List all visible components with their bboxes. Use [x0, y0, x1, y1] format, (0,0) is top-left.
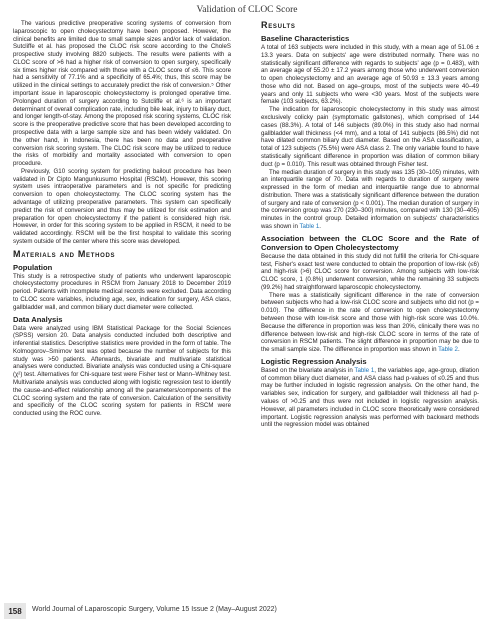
baseline-text-end: . — [319, 222, 322, 230]
baseline-heading: Baseline Characteristics — [261, 34, 350, 43]
population-paragraph: This study is a retrospective study of patients who underwent laparoscopic cholecystectomy procedures in RSCM from January 2018 to December 2019 period. Patients with incomplete medical records were excluded. Data according to CLOC score variables, including age, sex, indication for surgery, ASA class, gallbladder wall, and common biliary duct diameter were collected. — [13, 272, 231, 311]
intro-paragraph-2: Previously, G10 scoring system for predicting bailout procedure has been validated in Dr Cipto Mangunkusumo Hospital (RSCM). However, this scoring system uses intraoperative parameters and is not specific for predicting conversion to open cholecystectomy. The CLOC scoring system has the advantage of utilizing preoperative parameters. This system can specifically predict the risk of conversion and thus may be utilized for risk estimation and preparation for open cholecystectomy if the patient is considered high risk. However, in order for this scoring system to be applied in RSCM, it need to be validated accordingly. RSCM will be the first hospital to validate this scoring system outside of the center where this score was developed. — [13, 167, 231, 245]
logistic-heading: Logistic Regression Analysis — [261, 356, 367, 366]
right-column — [261, 20, 479, 429]
data-analysis-paragraph: Data were analyzed using IBM Statistical Package for the Social Sciences (SPSS) version 20. Data analysis conducted included both descriptive and inferential statistics. Descriptive statistics were provided in the form of table. The Kolmogorov–Smirnov test was opted because the number of subjects for this study was >50 patients. Afterwards, bivariate and multivariate statistical analyses were conducted. Bivariate analysis was conducted using a Chi-square (χ²) test. Alternatives for Chi-square test were Fisher test or Mann–Whitney test. Multivariate analysis was conducted along with logistic regression test to identify the cause-and-effect relationship among all the parameters/components of the CLOC scoring system and the rate of conversion. Calculation of the sensitivity and specificity of the CLOC scoring system for patients in RSCM were conducted using the ROC curve. — [13, 324, 231, 418]
association-paragraph-1: Because the data obtained in this study did not fulfill the criteria for Chi-square test, Fisher's exact test were conducted to obtain the proportion of low-risk (≤6) and high-risk (>6) CLOC score for conversion. Among subjects with low-risk CLOC score, 1 (0.8%) underwent conversion, while the remaining 33 subjects (99.2%) had straightforward laparoscopic cholecystectomy. — [261, 252, 479, 291]
data-analysis-heading: Data Analysis — [13, 314, 63, 324]
journal-citation: World Journal of Laparoscopic Surgery, Volume 15 Issue 2 (May–August 2022) — [32, 606, 277, 613]
table-2-link[interactable]: Table 2 — [438, 346, 458, 354]
page-number: 158 — [4, 603, 26, 619]
logistic-paragraph — [261, 367, 479, 429]
logistic-text-b: , the variables age, age-group, dilation of common biliary duct diameter, and ASA class had p-values of ≤0.25 and thus may be further included in logistic regression analysis. On the other hand, the variables sex, indication for surgery, and gallbladder wall thickness all had p-values of >0.25 and thus were not included in logistic regression analysis. However, all parameters included in CLOC score theoretically were considered important. Logistic regression analysis was performed with backward methods until the regression model was obtained — [261, 366, 479, 429]
population-heading: Population — [13, 262, 53, 272]
association-heading: Association between the CLOC Score and the Rate of Conversion to Open Cholecystectomy — [261, 233, 479, 252]
table-1-link-2[interactable]: Table 1 — [354, 366, 375, 374]
baseline-text: The median duration of surgery in this study was 135 (30–105) minutes, with an interquartile range of 70. Data with regards to duration of surgery were expressed in the form of median and interquartile range due to abnormal distribution. There was a statistically significant difference between the duration of surgery and rate of conversion (p < 0.001). The median duration of surgery in the conversion group was 270 (230–300) minutes, compared with 130 (30–405) minutes in the control group. Detailed information on subjects' characteristics was shown in — [261, 168, 479, 230]
left-column — [13, 20, 231, 418]
methods-heading: Materials and Methods — [13, 248, 116, 259]
association-paragraph-2 — [261, 292, 479, 354]
running-head: Validation of CLOC Score — [196, 5, 298, 15]
baseline-paragraph-2: The indication for laparoscopic cholecystectomy in this study was almost exclusively colicky pain (symptomatic gallstones), which comprised of 144 cases (88.3%). A total of 146 subjects (89.0%) in this study also had normal gallbladder wall thickness (<4 mm), and a total of 141 subjects (86.5%) did not have dilated common biliary duct diameter. Based on the ASA classification, a total of 123 subjects (75.5%) were ASA class 2. The only variable found to have statistically significant difference in proportion was dilation of common biliary duct (p = 0.010). This result was obtained through Fisher test. — [261, 106, 479, 168]
page-footer — [0, 600, 494, 622]
baseline-paragraph-1: A total of 163 subjects were included in this study, with a mean age of 51.06 ± 13.3 years. Data on subjects' age were distributed normally. There was no statistically significant difference with regards to subjects' age (p = 0.483), with an average age of 55.20 ± 17.2 years among those who underwent conversion to open cholecystectomy and an average age of 50.93 ± 13.3 years among those who did not. Based on age–groups, most of the subjects were 40–49 years and only 11 subjects who were <30 years. Most of the subjects were female (103 subjects, 63.2%). — [261, 44, 479, 106]
results-heading: Results — [261, 20, 296, 30]
intro-paragraph-1: The various predictive preoperative scoring systems of conversion from laparoscopic to open cholecystectomy have been proposed. However, the clinical benefits are limited due to small sample sizes and/or lack of validation. Sutcliffe et al. has proposed the CLOC risk score according to the CholeS prospective study involving 8820 subjects. The results were patients with a CLOC score of >6 had a higher risk of conversion to open surgery, specifically six times higher risk compared with those with a CLOC score of ≤6. This score had a sensitivity of 77.1% and a specificity of 65.4%; thus, this score may be utilized in the clinical settings to accurately predict the risk of conversion.⁵ Other important issue in laparoscopic cholecystectomy is prolonged operative time. Prolonged duration of surgery according to Sutcliffe et al.⁶ is an important determinant of overall complication rate, including bile leak, injury to biliary duct, and longer length-of-stay. Among the proposed risk scoring systems, CLOC risk score is the preoperative predictive score that has been developed according to prospective data with a large sample size and has been widely validated. On the other hand, in Indonesia, there has been no data and preoperative conversion risk scoring system. The CLOC risk score may be utilized to reduce the risks of morbidity and mortality associated with conversion to open procedure. — [13, 20, 231, 168]
association-text-end: . — [457, 346, 460, 354]
baseline-paragraph-3 — [261, 169, 479, 231]
association-text: There was a statistically significant difference in the rate of conversion between subjects who had a low-risk CLOC score and subjects who did not (p = 0.010). The difference in the rate of conversion to open cholecystectomy between those with low-risk score and those with high-risk score was 10.0%. Because the difference in proportion was less than 20%, clinically there was no difference between low-risk and high-risk CLOC score in terms of the rate of conversion in RSCM patients. The slight difference in proportion may be due to the small sample size. The difference in proportion was shown in — [261, 291, 479, 354]
table-1-link[interactable]: Table 1 — [299, 222, 320, 230]
logistic-text-a: Based on the bivariate analysis in — [261, 366, 353, 374]
